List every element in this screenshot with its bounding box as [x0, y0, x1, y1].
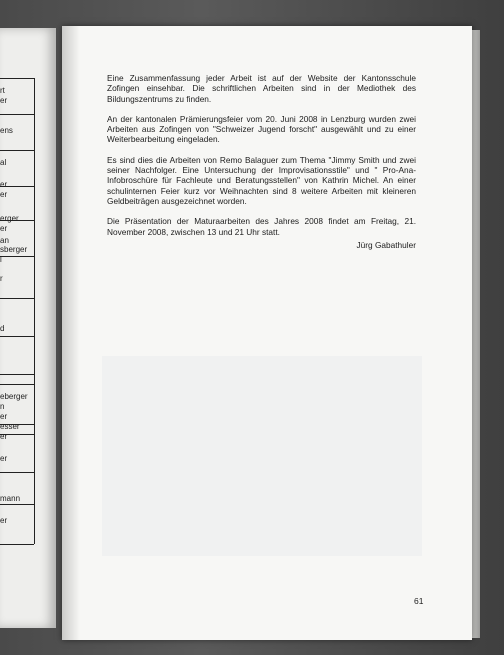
left-fragment: er	[0, 516, 8, 525]
left-fragment: al	[0, 158, 7, 167]
page-edge	[472, 30, 480, 638]
left-fragment: sberger	[0, 245, 28, 254]
left-fragment: er	[0, 96, 8, 105]
left-fragment: er	[0, 180, 8, 189]
show-through	[102, 356, 422, 556]
paragraph: Eine Zusammenfassung jeder Arbeit ist auf der Website der Kantonsschule Zofingen einsehbar. Die schriftlichen Arbeiten sind in der Mediothek des Bildungszentrums zu finden.	[107, 73, 416, 104]
paragraph: Die Präsentation der Maturaarbeiten des Jahres 2008 findet am Freitag, 21. November 2008, zwischen 13 und 21 Uhr statt.	[107, 216, 416, 237]
left-fragment: n	[0, 402, 5, 411]
table-row	[0, 336, 34, 337]
table-row	[0, 256, 34, 257]
left-table	[0, 78, 35, 544]
left-fragment: rt	[0, 86, 5, 95]
table-row	[0, 544, 34, 545]
left-fragment: er	[0, 412, 8, 421]
page-number: 61	[414, 596, 424, 606]
table-row	[0, 150, 34, 151]
left-fragment: er	[0, 432, 8, 441]
body-text	[107, 73, 416, 247]
left-fragment: ens	[0, 126, 13, 135]
left-fragment: erger	[0, 214, 19, 223]
paragraph: Es sind dies die Arbeiten von Remo Balaguer zum Thema "Jimmy Smith und zwei seiner Nachfolger. Eine Untersuchung der Improvisationsstile" und " Pro-Ana-Infobroschüre für Fachleute und Beratungsstellen" von Kathrin Michel. An einer schulinternen Feier kurz vor Weihnachten sind 8 weitere Arbeiten mit kleineren Geldbeiträgen ausgezeichnet worden.	[107, 154, 416, 206]
left-fragment: mann	[0, 494, 21, 503]
left-fragment: er	[0, 454, 8, 463]
document-page	[62, 26, 472, 640]
left-fragment: esser	[0, 422, 20, 431]
table-row	[0, 374, 34, 375]
left-page	[0, 28, 56, 628]
left-fragment: er	[0, 224, 8, 233]
left-fragment: an	[0, 236, 9, 245]
left-fragment: er	[0, 190, 8, 199]
table-row	[0, 78, 34, 79]
signature: Jürg Gabathuler	[356, 240, 416, 250]
left-fragment: l	[0, 255, 2, 264]
gutter-shadow	[62, 26, 80, 640]
table-row	[0, 504, 34, 505]
left-fragment: r	[0, 274, 3, 283]
table-row	[0, 472, 34, 473]
paragraph: An der kantonalen Prämierungsfeier vom 20. Juni 2008 in Lenzburg wurden zwei Arbeiten aus Zofingen von "Schweizer Jugend forscht" ausgewählt und zu einer Weiterbearbeitung eingeladen.	[107, 113, 416, 145]
table-row	[0, 384, 34, 385]
table-row	[0, 114, 34, 115]
table-row	[0, 298, 34, 299]
left-fragment: eberger	[0, 392, 28, 401]
left-fragment: d	[0, 324, 5, 333]
